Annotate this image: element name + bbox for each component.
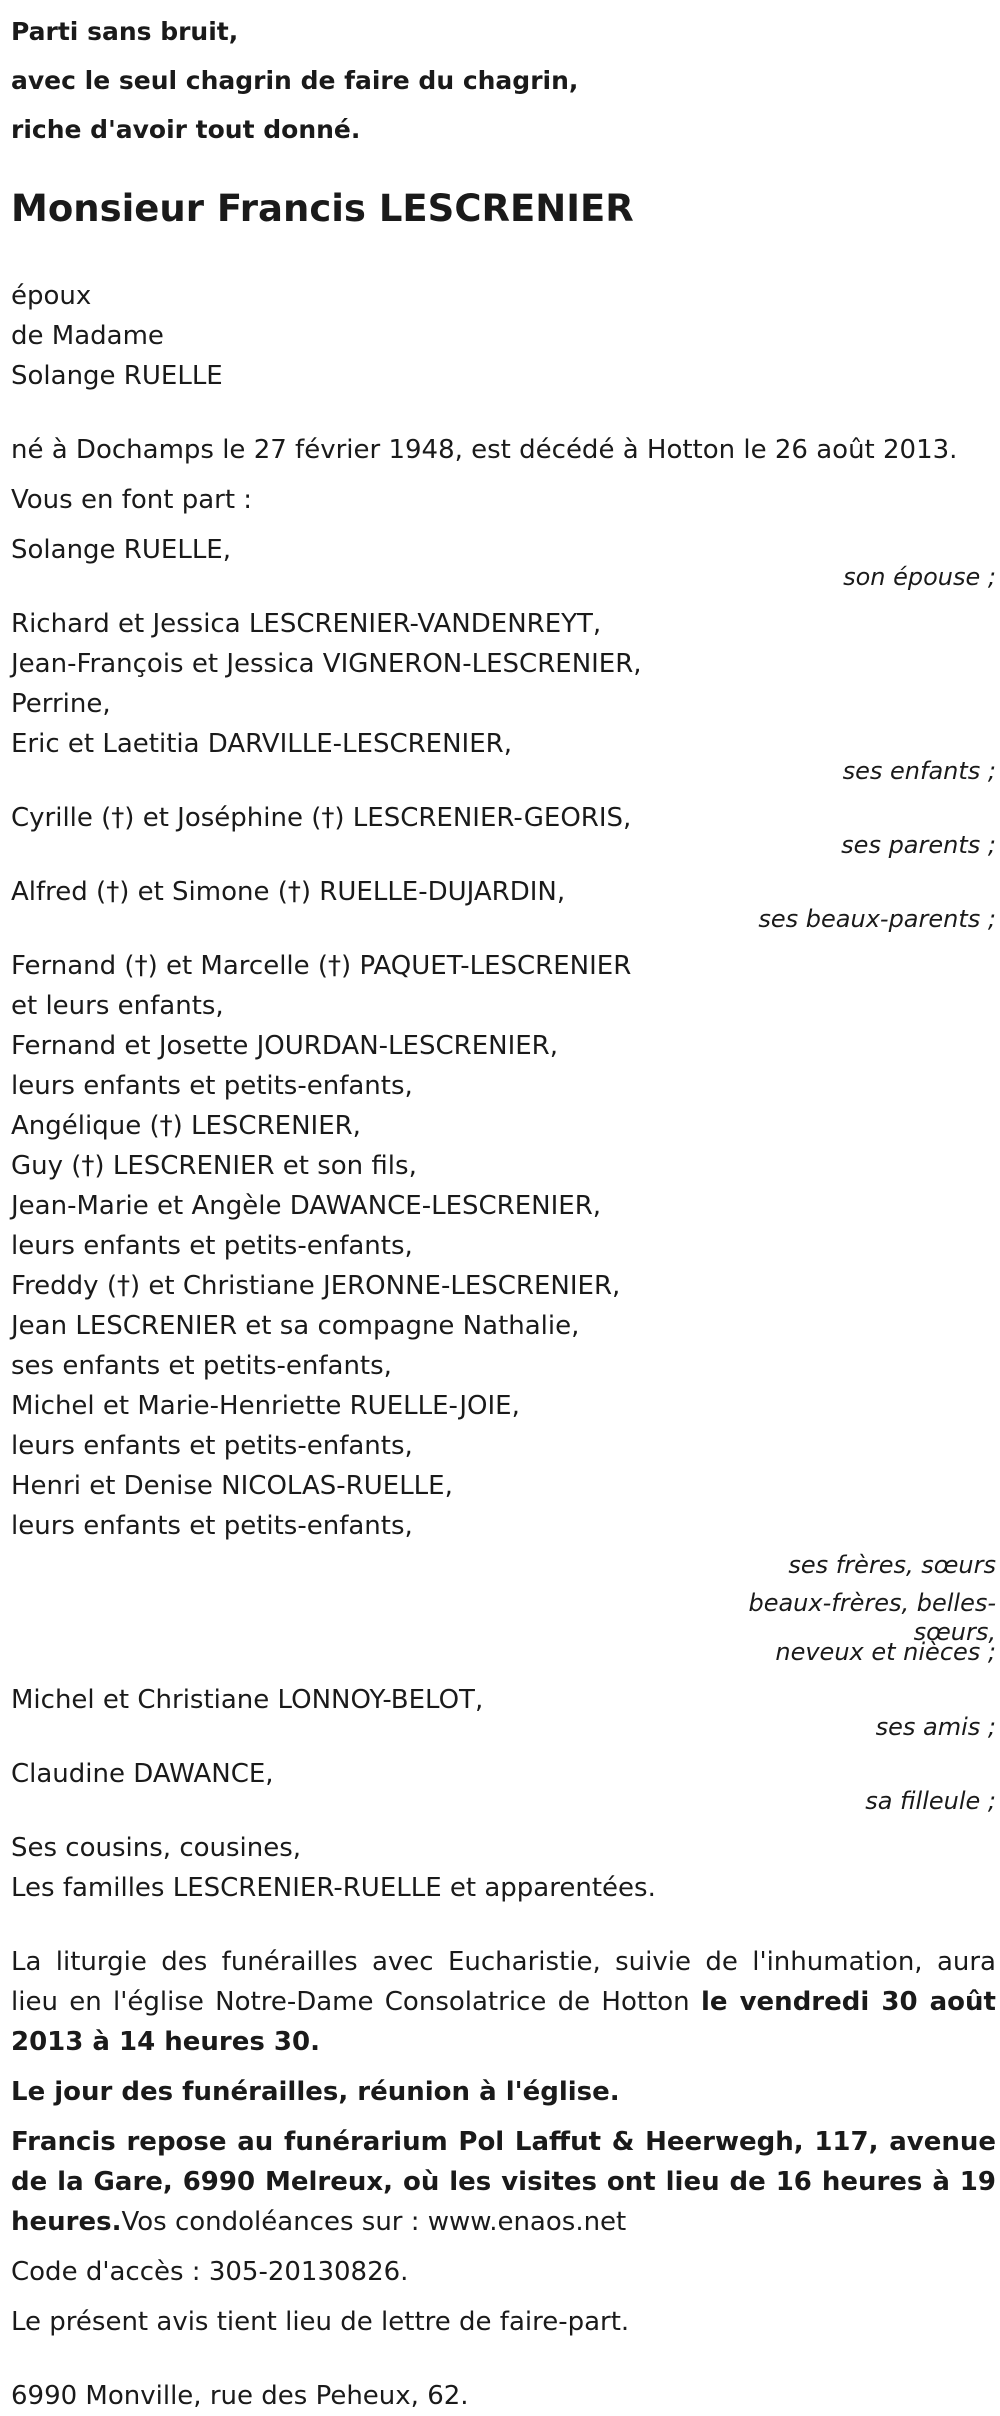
- family-name-line: Angélique (†) LESCRENIER,: [11, 1111, 361, 1141]
- notice-text: Le présent avis tient lieu de lettre de faire-part.: [11, 2307, 630, 2337]
- spouse-line: de Madame: [11, 321, 164, 351]
- family-name-line: Eric et Laetitia DARVILLE-LESCRENIER,: [11, 729, 512, 759]
- family-group-goddaughter: [11, 1754, 996, 1816]
- epigraph: [11, 7, 996, 154]
- epigraph-line: riche d'avoir tout donné.: [11, 115, 361, 144]
- deceased-name-title: Monsieur Francis LESCRENIER: [11, 187, 634, 230]
- relation-label: ses amis ;: [875, 1713, 996, 1741]
- relation-label: ses beaux-parents ;: [758, 905, 996, 933]
- family-group-siblings: [11, 946, 996, 1666]
- meeting-text: Le jour des funérailles, réunion à l'église.: [11, 2077, 620, 2107]
- family-name-line: Fernand et Josette JOURDAN-LESCRENIER,: [11, 1031, 558, 1061]
- relation-line: ses frères, sœurs: [788, 1551, 996, 1579]
- family-group-spouse: [11, 530, 996, 592]
- liturgy-text: La liturgie des funérailles avec Eucharistie, suivie de l'inhumation, aura lieu en l'église Notre-Dame Consolatrice de Hotton: [11, 1947, 996, 2017]
- family-group-children: [11, 604, 996, 786]
- family-name-line: Henri et Denise NICOLAS-RUELLE,: [11, 1471, 453, 1501]
- family-name-line: Les familles LESCRENIER-RUELLE et apparentées.: [11, 1873, 656, 1903]
- family-group-parents-in-law: [11, 872, 996, 934]
- relation-label: sa filleule ;: [865, 1787, 996, 1815]
- announce-text: Vous en font part :: [11, 485, 253, 515]
- liturgy-paragraph: [11, 1942, 996, 2062]
- funerarium-paragraph: [11, 2122, 996, 2242]
- relation-line: beaux-frères, belles-: [748, 1589, 996, 1617]
- family-name-line: Claudine DAWANCE,: [11, 1759, 274, 1789]
- family-name-line: Jean-François et Jessica VIGNERON-LESCRENIER,: [11, 649, 642, 679]
- birth-death-text: né à Dochamps le 27 février 1948, est décédé à Hotton le 26 août 2013.: [11, 435, 958, 465]
- relation-line: sœurs,: [913, 1618, 996, 1646]
- relation-label-siblings: [736, 1546, 996, 1666]
- family-name-line: Ses cousins, cousines,: [11, 1833, 302, 1863]
- family-name-line: Michel et Christiane LONNOY-BELOT,: [11, 1685, 484, 1715]
- spouse-line: époux: [11, 281, 92, 311]
- obituary-content: [11, 7, 996, 2416]
- spouse-line: Solange RUELLE: [11, 361, 223, 391]
- family-name-line: Guy (†) LESCRENIER et son fils,: [11, 1151, 417, 1181]
- family-name-line: Alfred (†) et Simone (†) RUELLE-DUJARDIN,: [11, 877, 566, 907]
- family-name-line: ses enfants et petits-enfants,: [11, 1351, 392, 1381]
- condolences-text: Vos condoléances sur : www.enaos.net: [121, 2207, 627, 2237]
- family-group-friends: [11, 1680, 996, 1742]
- relation-label: ses parents ;: [841, 831, 996, 859]
- family-name-line: Fernand (†) et Marcelle (†) PAQUET-LESCRENIER: [11, 951, 632, 981]
- spouse-block: [11, 276, 996, 396]
- access-code-text: Code d'accès : 305-20130826.: [11, 2257, 409, 2287]
- family-group-parents: [11, 798, 996, 860]
- family-name-line: Freddy (†) et Christiane JERONNE-LESCRENIER,: [11, 1271, 621, 1301]
- family-name-line: leurs enfants et petits-enfants,: [11, 1511, 413, 1541]
- epigraph-line: avec le seul chagrin de faire du chagrin,: [11, 66, 579, 95]
- family-name-line: leurs enfants et petits-enfants,: [11, 1071, 413, 1101]
- address-text: 6990 Monville, rue des Peheux, 62.: [11, 2381, 469, 2411]
- epigraph-line: Parti sans bruit,: [11, 17, 239, 46]
- family-name-line: et leurs enfants,: [11, 991, 224, 1021]
- liturgy-date: le vendredi 30 août 2013 à 14 heures 30.: [11, 1987, 996, 2057]
- family-name-line: Michel et Marie-Henriette RUELLE-JOIE,: [11, 1391, 520, 1421]
- family-name-line: Solange RUELLE,: [11, 535, 231, 565]
- family-name-line: Cyrille (†) et Joséphine (†) LESCRENIER-GEORIS,: [11, 803, 632, 833]
- family-name-line: leurs enfants et petits-enfants,: [11, 1231, 413, 1261]
- relation-label: ses enfants ;: [842, 757, 996, 785]
- family-name-line: Jean LESCRENIER et sa compagne Nathalie,: [11, 1311, 580, 1341]
- family-group-cousins: [11, 1828, 996, 1908]
- family-name-line: Perrine,: [11, 689, 111, 719]
- family-name-line: Jean-Marie et Angèle DAWANCE-LESCRENIER,: [11, 1191, 602, 1221]
- family-name-line: leurs enfants et petits-enfants,: [11, 1431, 413, 1461]
- family-name-line: Richard et Jessica LESCRENIER-VANDENREYT,: [11, 609, 602, 639]
- relation-line: neveux et nièces ;: [775, 1638, 996, 1666]
- relation-label: son épouse ;: [843, 563, 996, 591]
- funerarium-info: Francis repose au funérarium Pol Laffut & Heerwegh, 117, avenue de la Gare, 6990 Melreux, où les visites ont lieu de 16 heures à 19 heures.: [11, 2127, 996, 2237]
